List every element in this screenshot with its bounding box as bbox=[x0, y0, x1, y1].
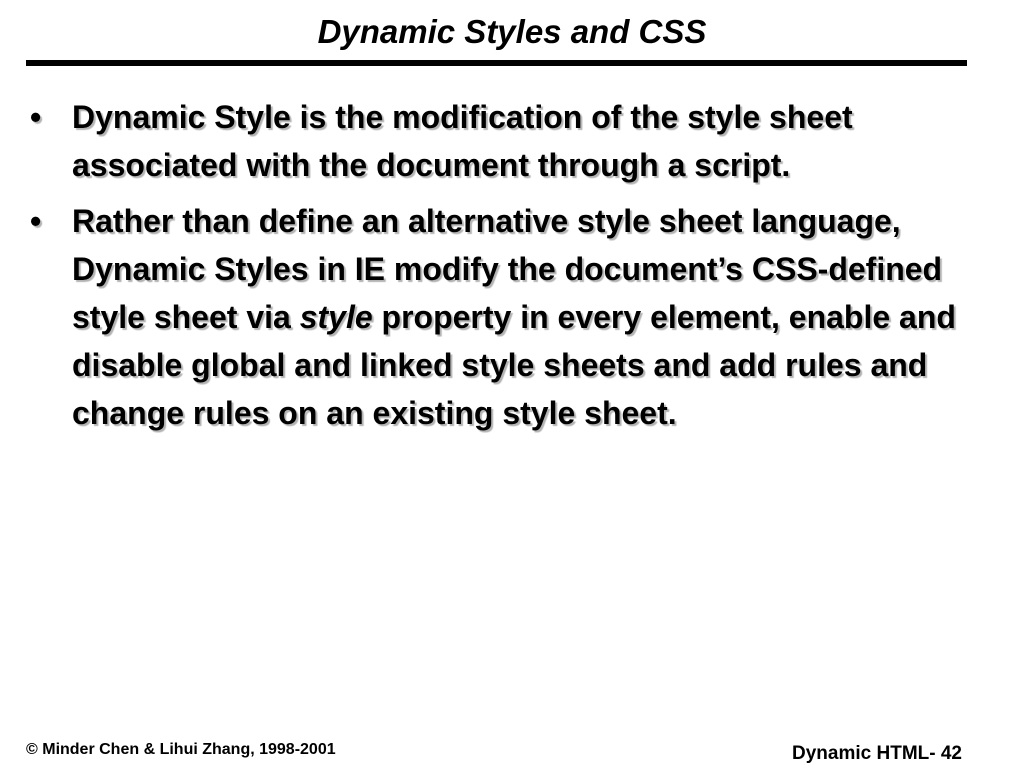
slide-title: Dynamic Styles and CSS bbox=[317, 13, 707, 50]
bullet-marker: • bbox=[30, 99, 42, 135]
bullet-marker: • bbox=[30, 203, 42, 239]
bullet-list bbox=[30, 93, 990, 445]
bullet-text-end: property in every element, enable and disable global and linked style sheets and add rules and change rules on an existing style sheet. bbox=[72, 299, 956, 431]
footer-page-label: Dynamic HTML- 42 bbox=[792, 743, 962, 764]
bullet-text-start: Rather than define an alternative style sheet language, Dynamic Styles in IE modify the document’s CSS-defined style sheet via bbox=[72, 203, 943, 335]
bullet-item bbox=[30, 93, 990, 189]
title-divider bbox=[26, 60, 967, 66]
bullet-text: Dynamic Style is the modification of the style sheet associated with the document through a script. bbox=[72, 99, 853, 183]
footer-copyright: © Minder Chen & Lihui Zhang, 1998-2001 bbox=[26, 741, 336, 758]
bullet-item bbox=[30, 197, 990, 437]
bullet-emphasis: style bbox=[299, 299, 373, 335]
